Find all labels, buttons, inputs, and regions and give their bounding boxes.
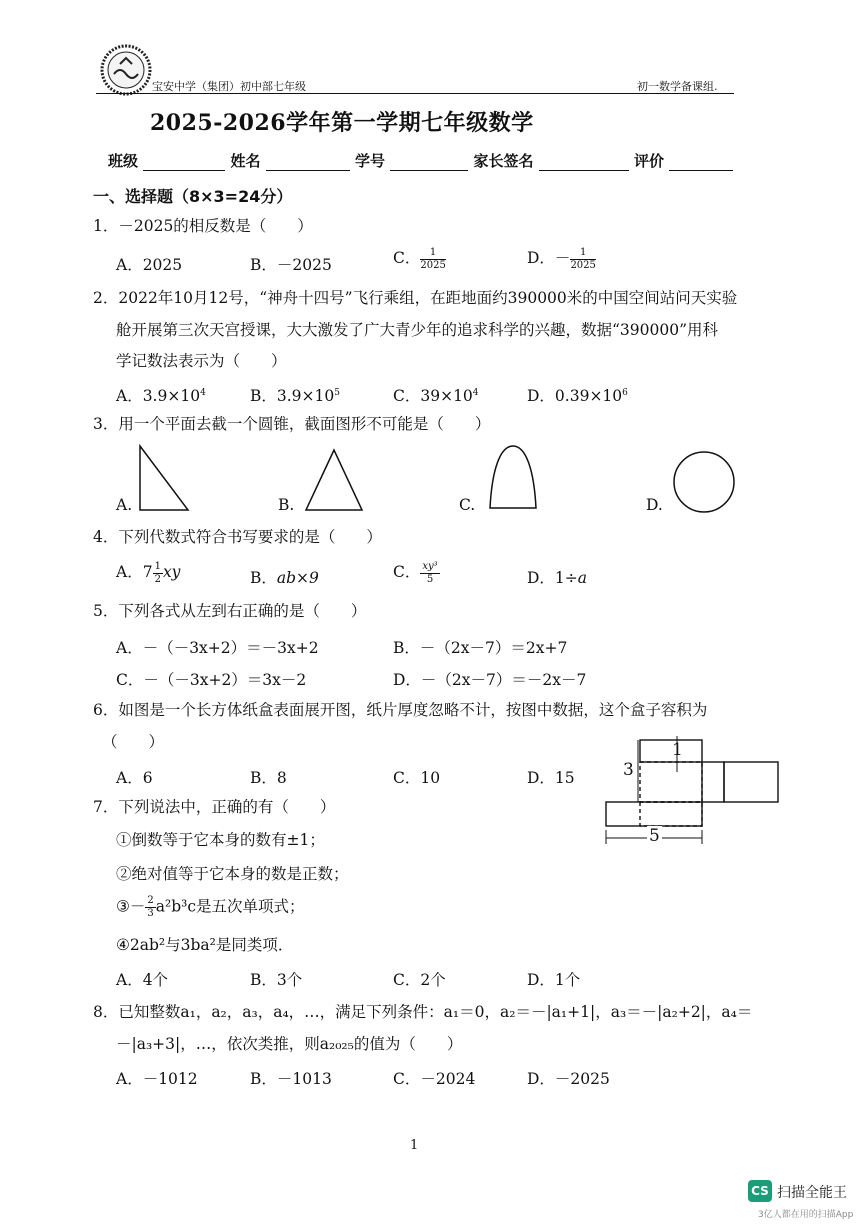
q7-option-d: D．1个 [527, 971, 581, 989]
q4-option-d: D．1÷a [527, 569, 588, 587]
q6-net-diagram [600, 736, 782, 848]
circle-shape [674, 452, 734, 512]
q6-dim-5: 5 [649, 826, 660, 846]
q2-option-d: D．$0.39\times 10^6$ [527, 387, 628, 405]
q2-line1: 2．2022年10月12号，“神舟十四号”飞行乘组，在距地面约390000米的中国空间站问天实验 [93, 289, 738, 307]
q5-option-b: B．－（2x－7）＝2x+7 [393, 639, 568, 657]
info-class-label: 班级 [108, 152, 139, 170]
section-choice: 一、选择题（8×3=24分） [93, 187, 293, 206]
info-name-label: 姓名 [230, 152, 261, 170]
camscanner-logo-icon: CS [748, 1180, 772, 1202]
q6-dim-3: 3 [623, 760, 634, 780]
q7-stem: 7．下列说法中，正确的有（ ） [93, 798, 336, 816]
q3-label-b: B. [278, 496, 295, 514]
q3-label-a: A. [116, 496, 133, 514]
q1-stem: 1．－2025的相反数是（ ） [93, 217, 313, 235]
q4-option-c: C． $\frac{\text{xy³}}{5}$ [393, 560, 438, 585]
q7-option-a: A．4个 [116, 971, 169, 989]
q6-option-a: A．6 [116, 769, 153, 787]
q8-line2: －|a₃+3|，…，依次类推，则a₂₀₂₅的值为（ ） [116, 1035, 463, 1053]
q5-option-a: A．－（－3x+2）＝－3x+2 [116, 639, 319, 657]
q6-option-c: C．10 [393, 769, 441, 787]
info-id-label: 学号 [354, 152, 385, 170]
info-eval-label: 评价 [633, 152, 664, 170]
right-triangle-shape [140, 446, 188, 510]
q7-statement-2: ②绝对值等于它本身的数是正数； [116, 865, 349, 883]
q2-option-a: A．$3.9\times 10^4$ [116, 387, 206, 405]
q5-option-c: C．－（－3x+2）＝3x－2 [116, 671, 307, 689]
page-title: 2025-2026学年第一学期七年级数学 [150, 110, 534, 136]
info-eval-blank[interactable] [669, 156, 733, 171]
q2-option-c: C．$39\times 10^4$ [393, 387, 479, 405]
q5-stem: 5．下列各式从左到右正确的是（ ） [93, 602, 367, 620]
camscanner-name: 扫描全能王 [777, 1185, 847, 1201]
info-parent-blank[interactable] [539, 156, 629, 171]
parabola-section-shape [490, 446, 536, 508]
info-name-blank[interactable] [266, 156, 350, 171]
q6-option-b: B．8 [250, 769, 287, 787]
q8-option-c: C．－2024 [393, 1070, 476, 1088]
school-logo [100, 44, 152, 96]
camscanner-tagline: 3亿人都在用的扫描App [758, 1210, 854, 1220]
q3-label-d: D. [646, 496, 663, 514]
q7-option-c: C．2个 [393, 971, 446, 989]
q7-statement-1: ①倒数等于它本身的数有±1； [116, 831, 325, 849]
info-class-blank[interactable] [143, 156, 225, 171]
header-rule [96, 93, 734, 94]
q1-option-a: A．2025 [116, 256, 183, 274]
q8-option-d: D．－2025 [527, 1070, 610, 1088]
q2-option-b: B．$3.9\times 10^5$ [250, 387, 340, 405]
q8-option-a: A．－1012 [116, 1070, 198, 1088]
q8-option-b: B．－1013 [250, 1070, 332, 1088]
q1-option-c: C． $\frac{1}{2025}$ [393, 246, 446, 271]
q4-option-a: A．7 $\frac{1}{2}$ xy [116, 560, 181, 585]
header-school: 宝安中学（集团）初中部七年级 [152, 80, 306, 93]
q3-stem: 3．用一个平面去截一个圆锥，截面图形不可能是（ ） [93, 415, 491, 433]
q1-option-d: D．－ $\frac{1}{2025}$ [527, 246, 596, 271]
q7-statement-3: ③－ $\frac{2}{3}$ a²b³c是五次单项式； [116, 895, 305, 919]
q4-option-b: B．ab×9 [250, 569, 319, 587]
q6-line2: （ ） [102, 733, 165, 751]
q2-line2: 舱开展第三次天宫授课，大大激发了广大青少年的追求科学的兴趣，数据“390000”用科 [116, 321, 719, 339]
q6-line1: 6．如图是一个长方体纸盒表面展开图，纸片厚度忽略不计，按图中数据，这个盒子容积为 [93, 701, 708, 719]
q4-stem: 4．下列代数式符合书写要求的是（ ） [93, 528, 382, 546]
q2-line3: 学记数法表示为（ ） [116, 352, 287, 370]
q7-statement-4: ④2ab²与3ba²是同类项． [116, 936, 294, 954]
q7-option-b: B．3个 [250, 971, 303, 989]
q6-option-d: D．15 [527, 769, 575, 787]
info-line [108, 150, 733, 171]
header-group: 初一数学备课组. [637, 80, 718, 93]
q6-dim-1: 1 [672, 740, 683, 760]
q8-line1: 8．已知整数a₁，a₂，a₃，a₄，…，满足下列条件：a₁＝0，a₂＝－|a₁+1|，a₃＝－|a₂+2|，a₄＝ [93, 1003, 753, 1021]
q1-option-b: B．－2025 [250, 256, 332, 274]
q5-option-d: D．－（2x－7）＝－2x－7 [393, 671, 587, 689]
isosceles-triangle-shape [306, 450, 362, 510]
info-parent-label: 家长签名 [473, 152, 534, 170]
q3-label-c: C. [459, 496, 476, 514]
page-number: 1 [410, 1138, 419, 1153]
info-id-blank[interactable] [390, 156, 468, 171]
